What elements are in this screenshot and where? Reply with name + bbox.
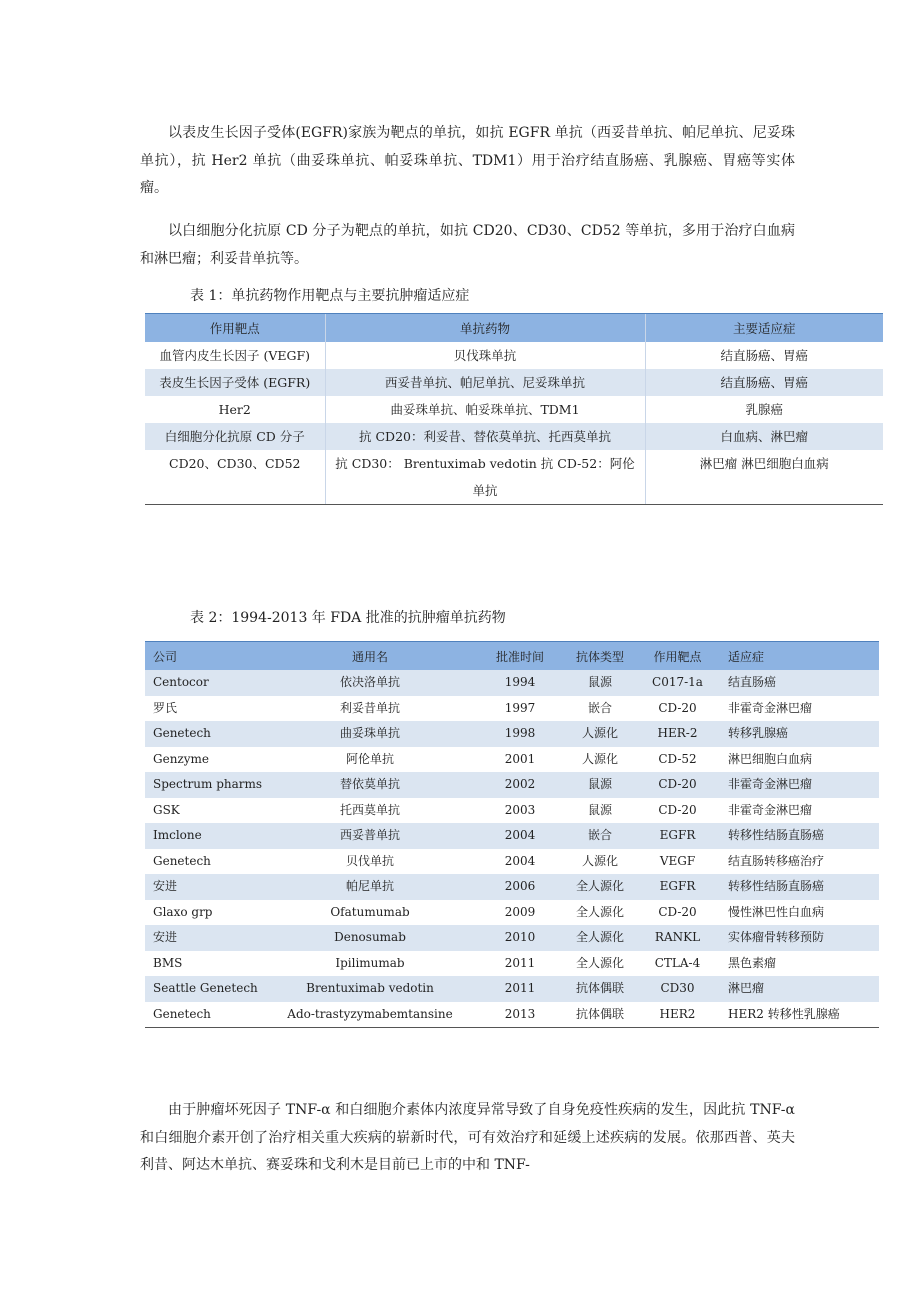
table2-cell-indication: 淋巴细胞白血病	[728, 751, 813, 766]
table1-header-indication: 主要适应症	[645, 314, 883, 343]
table2-cell-antibody-type: 人源化	[581, 751, 618, 766]
table2-cell-generic-name: 依决洛单抗	[265, 670, 475, 696]
table2-cell-company: Imclone	[145, 823, 265, 849]
table2-cell-approval-year: 2009	[504, 904, 536, 919]
table2-cell-company: GSK	[153, 802, 180, 817]
table2-caption: 表 2：1994-2013 年 FDA 批准的抗肿瘤单抗药物	[190, 610, 506, 626]
table2-cell-antibody-type: 全人源化	[565, 874, 635, 900]
table2-header-row	[145, 642, 879, 671]
table2-cell-company: 安进	[145, 925, 265, 951]
table2-cell-company: Spectrum pharms	[145, 772, 265, 798]
table2-cell-antibody-type: 全人源化	[575, 955, 624, 970]
table2-fda-approved-antibodies	[145, 641, 879, 1028]
table2-cell-target: CD30	[635, 976, 720, 1002]
table2-row	[145, 747, 879, 773]
table2-cell-indication: 转移性结肠直肠癌	[720, 823, 879, 849]
table2-cell-company: Centocor	[145, 670, 265, 696]
table2-cell-approval-year: 2002	[475, 772, 565, 798]
table2-cell-approval-year: 1997	[504, 700, 536, 715]
table1-row	[145, 369, 883, 396]
table2-cell-indication: 黑色素瘤	[728, 955, 777, 970]
table2-row	[145, 874, 879, 900]
table1-row	[145, 396, 883, 423]
table2-row	[145, 696, 879, 722]
table2-cell-approval-year: 2004	[475, 823, 565, 849]
table2-header-target: 作用靶点	[635, 642, 720, 671]
table2-cell-indication: 非霍奇金淋巴瘤	[728, 700, 813, 715]
table2-cell-indication: 非霍奇金淋巴瘤	[720, 772, 879, 798]
table2-row	[145, 1002, 879, 1028]
table1-cell-indication: 结直肠癌、胃癌	[645, 342, 883, 369]
table2-cell-company: Genetech	[145, 721, 265, 747]
table2-row	[145, 849, 879, 875]
table2-cell-antibody-type: 全人源化	[575, 904, 624, 919]
table2-cell-company: BMS	[153, 955, 183, 970]
table2-cell-generic-name: Brentuximab vedotin	[265, 976, 475, 1002]
table2-row	[145, 925, 879, 951]
table2-cell-generic-name: 西妥普单抗	[265, 823, 475, 849]
table2-cell-company: Seattle Genetech	[145, 976, 265, 1002]
table2-cell-company: Genetech	[153, 853, 211, 868]
table2-cell-target: CD-52	[658, 751, 697, 766]
table2-cell-approval-year: 1998	[475, 721, 565, 747]
table2-cell-approval-year: 2011	[475, 976, 565, 1002]
table2-row	[145, 772, 879, 798]
table2-cell-target: CTLA-4	[654, 955, 701, 970]
table2-cell-company: Glaxo grp	[153, 904, 213, 919]
table2-cell-antibody-type: 嵌合	[565, 823, 635, 849]
table2-header-antibody-type: 抗体类型	[565, 642, 635, 671]
table2-cell-antibody-type: 全人源化	[565, 925, 635, 951]
table2-row	[145, 721, 879, 747]
paragraph-egfr: 以表皮生长因子受体(EGFR)家族为靶点的单抗，如抗 EGFR 单抗（西妥昔单抗、帕尼单抗、尼妥珠单抗），抗 Her2 单抗（曲妥珠单抗、帕妥珠单抗、TDM1）用于治疗结直肠癌、乳腺癌、胃癌等实体瘤。	[140, 125, 795, 196]
table2-cell-indication: 结直肠癌	[720, 670, 879, 696]
table2-cell-generic-name: Denosumab	[265, 925, 475, 951]
table2-cell-generic-name: 托西莫单抗	[339, 802, 400, 817]
table1-cell-target: 血管内皮生长因子 (VEGF)	[159, 348, 311, 363]
table2-cell-generic-name: 帕尼单抗	[265, 874, 475, 900]
table1-row	[145, 423, 883, 450]
table2-cell-company: 罗氏	[153, 700, 178, 715]
table2-cell-antibody-type: 人源化	[581, 853, 618, 868]
table1-cell-indication: 淋巴瘤 淋巴细胞白血病	[645, 450, 883, 505]
table2-cell-antibody-type: 嵌合	[587, 700, 612, 715]
paragraph-cd: 以白细胞分化抗原 CD 分子为靶点的单抗，如抗 CD20、CD30、CD52 等单抗，多用于治疗白血病和淋巴瘤；利妥昔单抗等。	[140, 223, 795, 267]
table1-caption: 表 1：单抗药物作用靶点与主要抗肿瘤适应症	[190, 288, 470, 304]
table1-header-row	[145, 314, 883, 343]
table2-row	[145, 798, 879, 824]
table1-cell-drug: 抗 CD20：利妥昔、替依莫单抗、托西莫单抗	[325, 423, 645, 450]
table2-cell-target: CD-20	[635, 772, 720, 798]
table2-cell-target: HER-2	[635, 721, 720, 747]
table1-cell-drug: 西妥昔单抗、帕尼单抗、尼妥珠单抗	[325, 369, 645, 396]
table2-cell-generic-name: 阿伦单抗	[345, 751, 394, 766]
table2-cell-approval-year: 2010	[475, 925, 565, 951]
table2-cell-generic-name: 替依莫单抗	[265, 772, 475, 798]
table1-cell-drug: 曲妥珠单抗、帕妥珠单抗、TDM1	[325, 396, 645, 423]
table2-cell-approval-year: 2006	[475, 874, 565, 900]
table1-cell-indication: 结直肠癌、胃癌	[645, 369, 883, 396]
table2-cell-indication: 实体瘤骨转移预防	[720, 925, 879, 951]
table2-cell-antibody-type: 鼠源	[587, 802, 612, 817]
table2-cell-company: 安进	[145, 874, 265, 900]
table2-cell-company: Genetech	[145, 1002, 265, 1028]
table2-cell-indication: 慢性淋巴性白血病	[728, 904, 825, 919]
table2-cell-generic-name: 利妥昔单抗	[339, 700, 400, 715]
table2-header-approval-year: 批准时间	[475, 642, 565, 671]
table2-cell-target: RANKL	[635, 925, 720, 951]
table1-cell-target: Her2	[218, 402, 251, 417]
table1-cell-target: 表皮生长因子受体 (EGFR)	[145, 369, 325, 396]
table2-cell-approval-year: 2003	[504, 802, 536, 817]
table2-cell-indication: 转移乳腺癌	[720, 721, 879, 747]
table2-cell-target: CD-20	[658, 904, 697, 919]
table2-row	[145, 951, 879, 977]
table2-cell-indication: 转移性结肠直肠癌	[720, 874, 879, 900]
table2-cell-antibody-type: 人源化	[565, 721, 635, 747]
table2-cell-approval-year: 2011	[504, 955, 536, 970]
table1-target-indications	[145, 313, 883, 505]
table2-row	[145, 823, 879, 849]
table2-cell-generic-name: Ofatumumab	[330, 904, 410, 919]
table2-cell-target: VEGF	[659, 853, 696, 868]
table2-cell-indication: 非霍奇金淋巴瘤	[728, 802, 813, 817]
table2-cell-company: Genzyme	[153, 751, 209, 766]
table2-cell-target: EGFR	[635, 823, 720, 849]
table1-row	[145, 450, 883, 505]
table1-header-drug: 单抗药物	[325, 314, 645, 343]
table2-cell-target: CD-20	[658, 700, 697, 715]
table1-cell-target: CD20、CD30、CD52	[145, 450, 325, 505]
table2-cell-approval-year: 1994	[475, 670, 565, 696]
table2-cell-antibody-type: 抗体偶联	[565, 1002, 635, 1028]
table2-cell-indication: HER2 转移性乳腺癌	[720, 1002, 879, 1028]
table1-cell-indication: 乳腺癌	[645, 396, 883, 423]
table1-row	[145, 342, 883, 369]
table1-cell-drug: 抗 CD30： Brentuximab vedotin 抗 CD-52：阿伦单抗	[325, 450, 645, 505]
table2-cell-antibody-type: 抗体偶联	[565, 976, 635, 1002]
table2-row	[145, 670, 879, 696]
table1-cell-indication: 白血病、淋巴瘤	[645, 423, 883, 450]
table2-cell-target: EGFR	[635, 874, 720, 900]
table1-header-target: 作用靶点	[145, 314, 325, 343]
table2-header-generic-name: 通用名	[265, 642, 475, 671]
table2-cell-target: CD-20	[658, 802, 697, 817]
table2-cell-target: C017-1a	[635, 670, 720, 696]
table2-row	[145, 900, 879, 926]
table2-cell-target: HER2	[635, 1002, 720, 1028]
table2-cell-generic-name: 曲妥珠单抗	[265, 721, 475, 747]
table2-cell-generic-name: Ado-trastyzymabemtansine	[265, 1002, 475, 1028]
table2-cell-approval-year: 2001	[504, 751, 536, 766]
table2-cell-generic-name: 贝伐单抗	[345, 853, 394, 868]
table2-header-indication: 适应症	[720, 642, 879, 671]
table2-cell-indication: 结直肠转移癌治疗	[728, 853, 825, 868]
paragraph-tnf: 由于肿瘤坏死因子 TNF-α 和白细胞介素体内浓度异常导致了自身免疫性疾病的发生，因此抗 TNF-α 和白细胞介素开创了治疗相关重大疾病的崭新时代，可有效治疗和延缓上述疾病的发展。依那西普、英夫利昔、阿达木单抗、赛妥珠和戈利木是目前已上市的中和 TNF-	[140, 1102, 795, 1173]
table2-row	[145, 976, 879, 1002]
table2-header-company: 公司	[145, 642, 265, 671]
table1-cell-drug: 贝伐珠单抗	[325, 342, 645, 369]
table2-cell-indication: 淋巴瘤	[720, 976, 879, 1002]
table2-cell-approval-year: 2004	[504, 853, 536, 868]
table2-cell-approval-year: 2013	[475, 1002, 565, 1028]
table2-cell-antibody-type: 鼠源	[565, 670, 635, 696]
table1-cell-target: 白细胞分化抗原 CD 分子	[145, 423, 325, 450]
table2-cell-generic-name: Ipilimumab	[335, 955, 405, 970]
table2-cell-antibody-type: 鼠源	[565, 772, 635, 798]
